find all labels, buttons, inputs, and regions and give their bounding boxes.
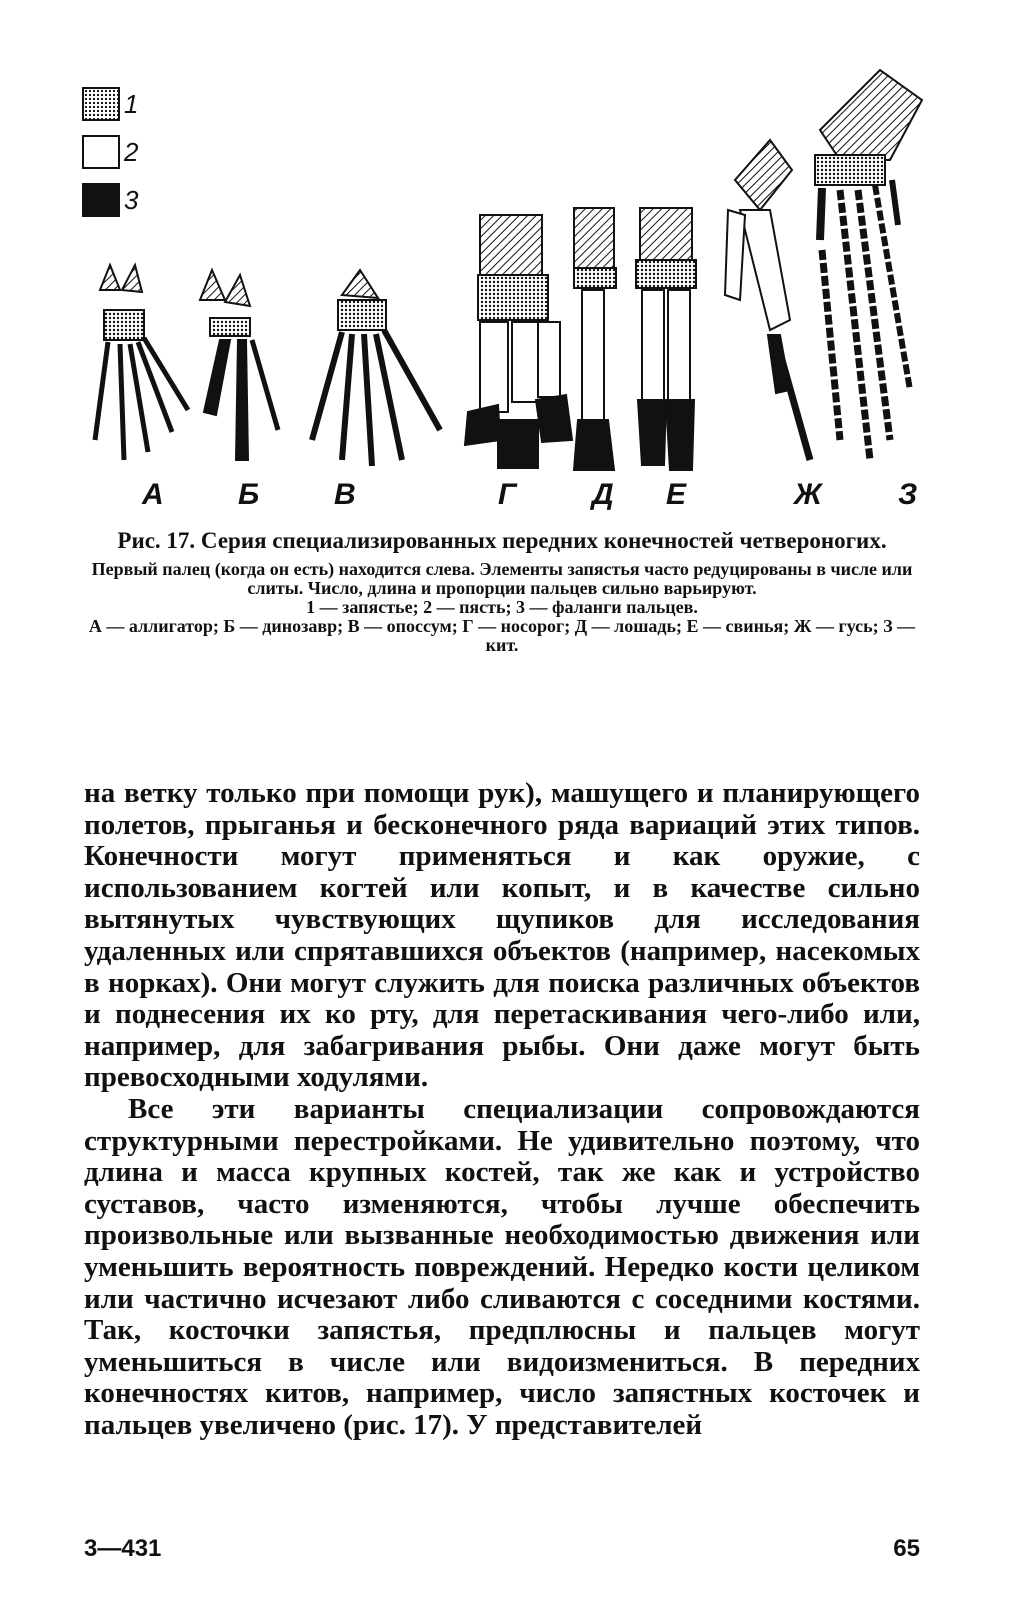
limb-zh-goose [725,140,810,460]
page-number: 65 [893,1535,920,1562]
label-b: Б [238,478,260,511]
limb-v-opossum [312,270,440,466]
legend-number: 1 [124,88,139,119]
legend-number: 2 [124,136,139,167]
limb-a-alligator [95,265,188,460]
label-d: Д [592,478,614,511]
label-z: З [898,478,918,511]
legend-number: 3 [124,184,139,215]
limb-d-horse [574,208,616,470]
label-e: Е [666,478,687,511]
body-text [84,778,920,1441]
caption-species-line: А — аллигатор; Б — динозавр; В — опоссум; Г — носорог; Д — лошадь; Е — свинья; Ж — гусь; З — кит. [88,616,916,655]
limb-skeleton-figure [80,60,930,480]
caption-body [84,560,920,655]
limb-g-rhinoceros [465,215,572,468]
limb-e-pig [636,208,696,470]
caption-title: Рис. 17. Серия специализированных передних конечностей четвероногих. [117,528,887,553]
limb-b-dinosaur [200,270,278,460]
figure-caption [84,528,920,655]
label-zh: Ж [794,478,822,511]
label-v: В [334,478,356,511]
limb-z-whale [815,70,922,460]
paragraph-2: Все эти варианты специализации сопровождаются структурными перестройками. Не удивительно поэтому, что длина и масса крупных костей, так же как и устройство суставов, часто изменяются, чтобы лучше обеспечить произвольные или вызванные необходимостью движения или уменьшить вероятность повреждений. Нередко кости целиком или частично исчезают либо сливаются с соседними костями. Так, косточки запястья, предплюсны и пальцев могут уменьшиться в числе или видоизмениться. В передних конечностях китов, например, число запястных косточек и пальцев увеличено (рис. 17). У представителей [84,1092,920,1441]
label-a: А [142,478,164,511]
paragraph-1: на ветку только при помощи рук), машущего и планирующего полетов, прыганья и бесконечного ряда вариаций этих типов. Конечности могут применяться и как оружие, с использованием когтей или копыт, и в качестве сильно вытянутых чувствующих щупиков для исследования удаленных или спрятавшихся объектов (например, насекомых в норках). Они могут служить для поиска различных объектов и поднесения их ко рту, для перетаскивания чего-либо или, например, для забагривания рыбы. Они даже могут быть превосходными ходулями. [84,777,920,1094]
caption-legend-line: 1 — запястье; 2 — пясть; 3 — фаланги пальцев. [306,597,698,617]
limb-illustration [80,60,930,480]
caption-line: Первый палец (когда он есть) находится слева. Элементы запястья часто редуцированы в числе или слиты. Число, длина и пропорции пальцев сильно варьируют. [91,559,913,598]
label-g: Г [498,478,517,511]
figure-letter-labels [80,478,930,518]
printer-signature: 3—431 [84,1535,162,1562]
page-footer [84,1535,920,1569]
